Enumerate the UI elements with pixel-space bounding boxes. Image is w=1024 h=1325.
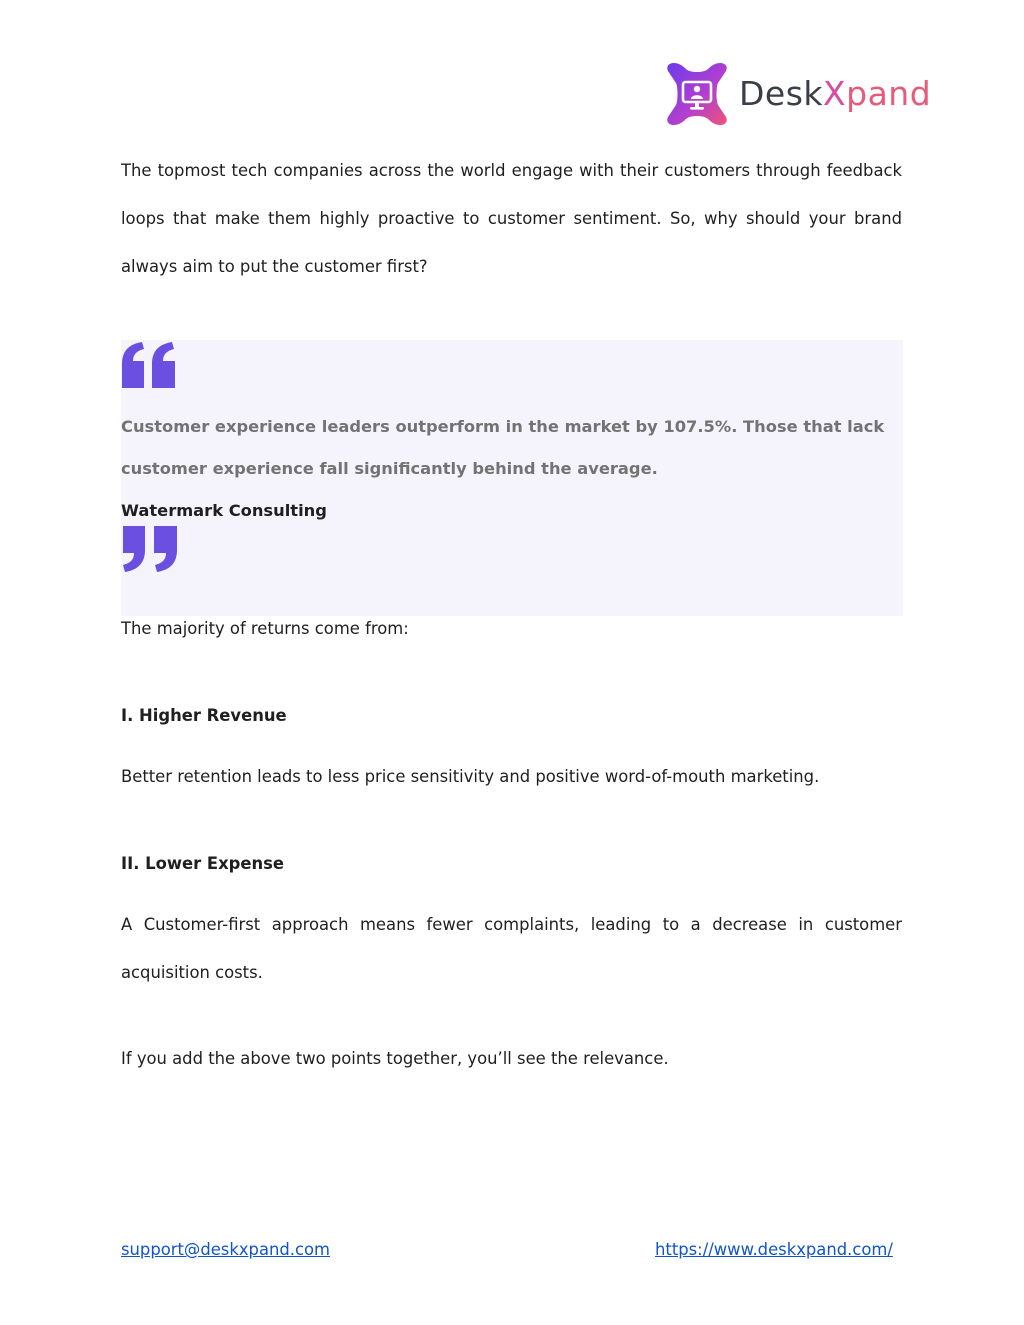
brand-name-desk: Desk [739, 73, 824, 113]
section-body-expense: A Customer-first approach means fewer complaints, leading to a decrease in customer acquisition costs. [121, 915, 902, 982]
monitor-person-icon [664, 61, 730, 127]
brand-name [739, 73, 932, 113]
section-heading-revenue: I. Higher Revenue [121, 706, 287, 725]
open-quote-icon [122, 342, 176, 388]
footer-email-link[interactable]: support@deskxpand.com [121, 1240, 330, 1259]
conclusion-paragraph: If you add the above two points together, you’ll see the relevance. [121, 1049, 669, 1068]
brand-name-pand: pand [846, 73, 932, 113]
close-quote-icon [123, 526, 177, 572]
intro-paragraph: The topmost tech companies across the world engage with their customers through feedback loops that make them highly proactive to customer sentiment. So, why should your brand always aim to put the customer first? [121, 161, 902, 276]
section-body-revenue: Better retention leads to less price sensitivity and positive word-of-mouth marketing. [121, 767, 820, 786]
quote-text: Customer experience leaders outperform in the market by 107.5%. Those that lack customer experience fall significantly behind the average. [121, 417, 885, 478]
section-heading-expense: II. Lower Expense [121, 854, 285, 873]
quote-block [121, 340, 903, 616]
brand-logo [664, 60, 931, 128]
footer-website-link[interactable]: https://www.deskxpand.com/ [655, 1240, 893, 1259]
brand-name-x: X [823, 73, 847, 113]
returns-intro: The majority of returns come from: [121, 619, 409, 638]
quote-source: Watermark Consulting [121, 501, 327, 520]
